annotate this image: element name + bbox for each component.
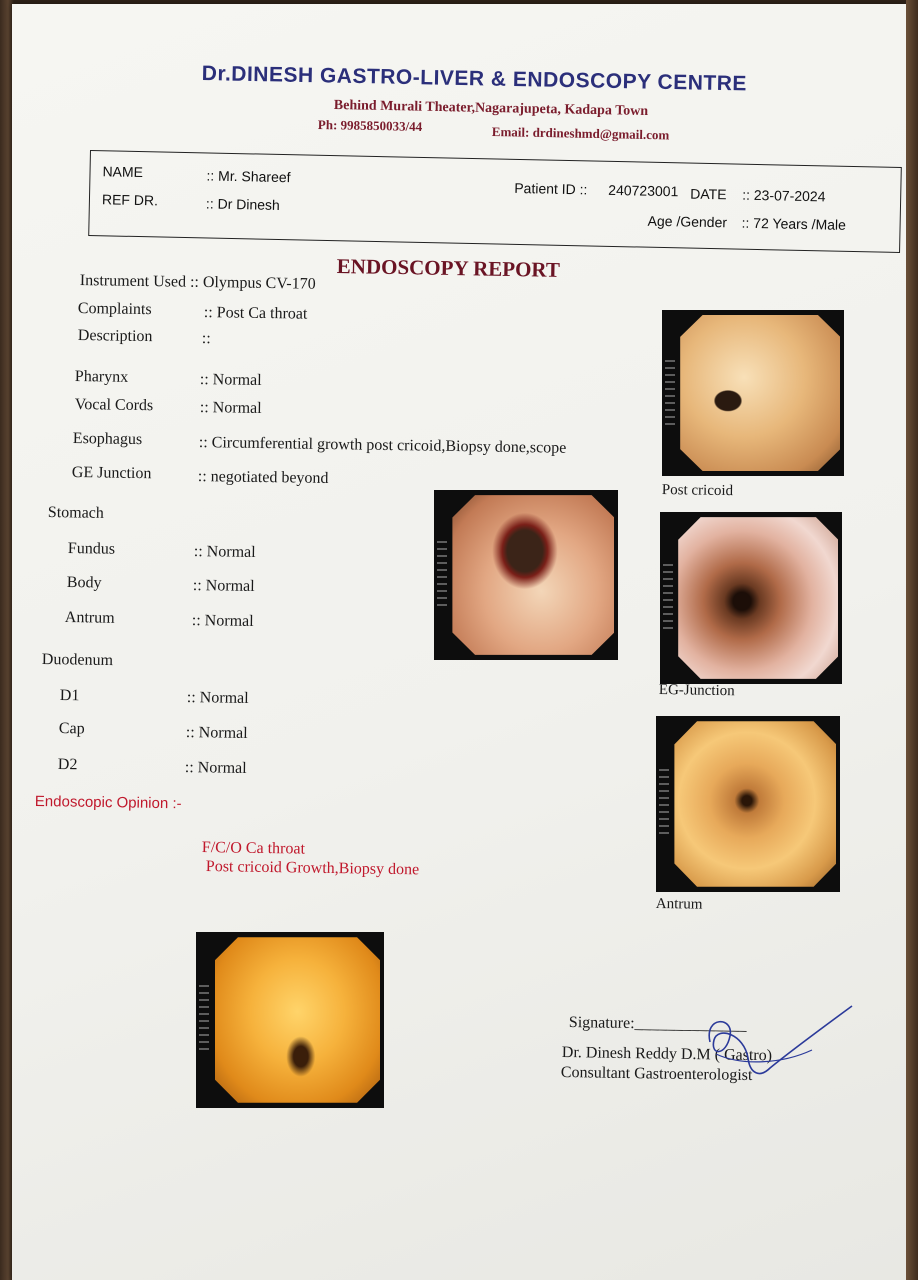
age-gender-label: Age /Gender: [647, 212, 728, 231]
name-label: NAME: [102, 163, 144, 181]
cap-label: Cap: [58, 720, 85, 738]
endoscopy-image-antrum: [656, 716, 840, 892]
date-value: :: 23-07-2024: [742, 186, 826, 205]
antrum-value: :: Normal: [191, 612, 254, 630]
vocal-cords-value: :: Normal: [199, 399, 262, 417]
d2-value: :: Normal: [184, 759, 247, 777]
fundus-value: :: Normal: [193, 543, 256, 561]
opinion-line-1: F/C/O Ca throat: [201, 839, 306, 858]
endoscopy-image-esophagus: [434, 490, 618, 660]
stomach-heading: Stomach: [47, 504, 104, 522]
patient-details-box: [88, 150, 902, 253]
report-page: [12, 4, 907, 1280]
vocal-cords-label: Vocal Cords: [74, 396, 154, 415]
report-title: ENDOSCOPY REPORT: [336, 254, 561, 282]
endoscopy-image-eg-junction: [660, 512, 842, 684]
d1-value: :: Normal: [186, 689, 249, 707]
pharynx-label: Pharynx: [74, 368, 129, 386]
doctor-title: Consultant Gastroenterologist: [560, 1064, 753, 1085]
opinion-line-2: Post cricoid Growth,Biopsy done: [205, 858, 420, 879]
complaints-value: :: Post Ca throat: [203, 304, 308, 323]
date-label: DATE: [690, 185, 727, 203]
cap-value: :: Normal: [185, 724, 248, 742]
ge-junction-label: GE Junction: [71, 464, 152, 483]
esophagus-label: Esophagus: [72, 430, 143, 449]
d2-label: D2: [57, 756, 78, 774]
complaints-label: Complaints: [77, 300, 152, 319]
body-label: Body: [66, 574, 102, 592]
description-value: ::: [201, 330, 211, 348]
endoscopic-opinion-label: Endoscopic Opinion :-: [34, 793, 182, 813]
d1-label: D1: [59, 687, 80, 705]
endoscopy-image-post-cricoid: [662, 310, 844, 476]
ge-junction-value: :: negotiated beyond: [197, 468, 329, 488]
caption-post-cricoid: Post cricoid: [661, 482, 734, 500]
body-value: :: Normal: [192, 577, 255, 595]
ref-dr-value: :: Dr Dinesh: [205, 195, 280, 213]
desk-edge: [906, 0, 918, 1280]
age-gender-value: :: 72 Years /Male: [741, 214, 847, 233]
esophagus-value: :: Circumferential growth post cricoid,Biopsy done,scope: [198, 434, 567, 457]
doctor-name: Dr. Dinesh Reddy D.M ( Gastro): [561, 1044, 773, 1065]
centre-email: Email: drdineshmd@gmail.com: [491, 124, 670, 143]
pharynx-value: :: Normal: [199, 371, 262, 389]
patient-id-value: 240723001: [608, 181, 679, 200]
ref-dr-label: REF DR.: [101, 191, 159, 209]
caption-antrum: Antrum: [655, 896, 703, 913]
signature-label: Signature:______________: [568, 1014, 747, 1034]
duodenum-heading: Duodenum: [41, 651, 114, 670]
centre-address: Behind Murali Theater,Nagarajupeta, Kadapa Town: [333, 98, 649, 120]
centre-phone: Ph: 9985850033/44: [317, 117, 423, 135]
handwritten-signature: [652, 994, 862, 1104]
patient-id-label: Patient ID ::: [514, 179, 588, 198]
antrum-label: Antrum: [64, 609, 115, 627]
name-value: :: Mr. Shareef: [206, 167, 291, 186]
description-label: Description: [77, 327, 153, 346]
instrument-line: Instrument Used :: Olympus CV-170: [79, 272, 316, 293]
endoscopy-image-duodenum: [196, 932, 384, 1108]
caption-eg-junction: EG-Junction: [658, 682, 735, 700]
centre-name: Dr.DINESH GASTRO-LIVER & ENDOSCOPY CENTRE: [201, 62, 748, 96]
fundus-label: Fundus: [67, 540, 116, 558]
